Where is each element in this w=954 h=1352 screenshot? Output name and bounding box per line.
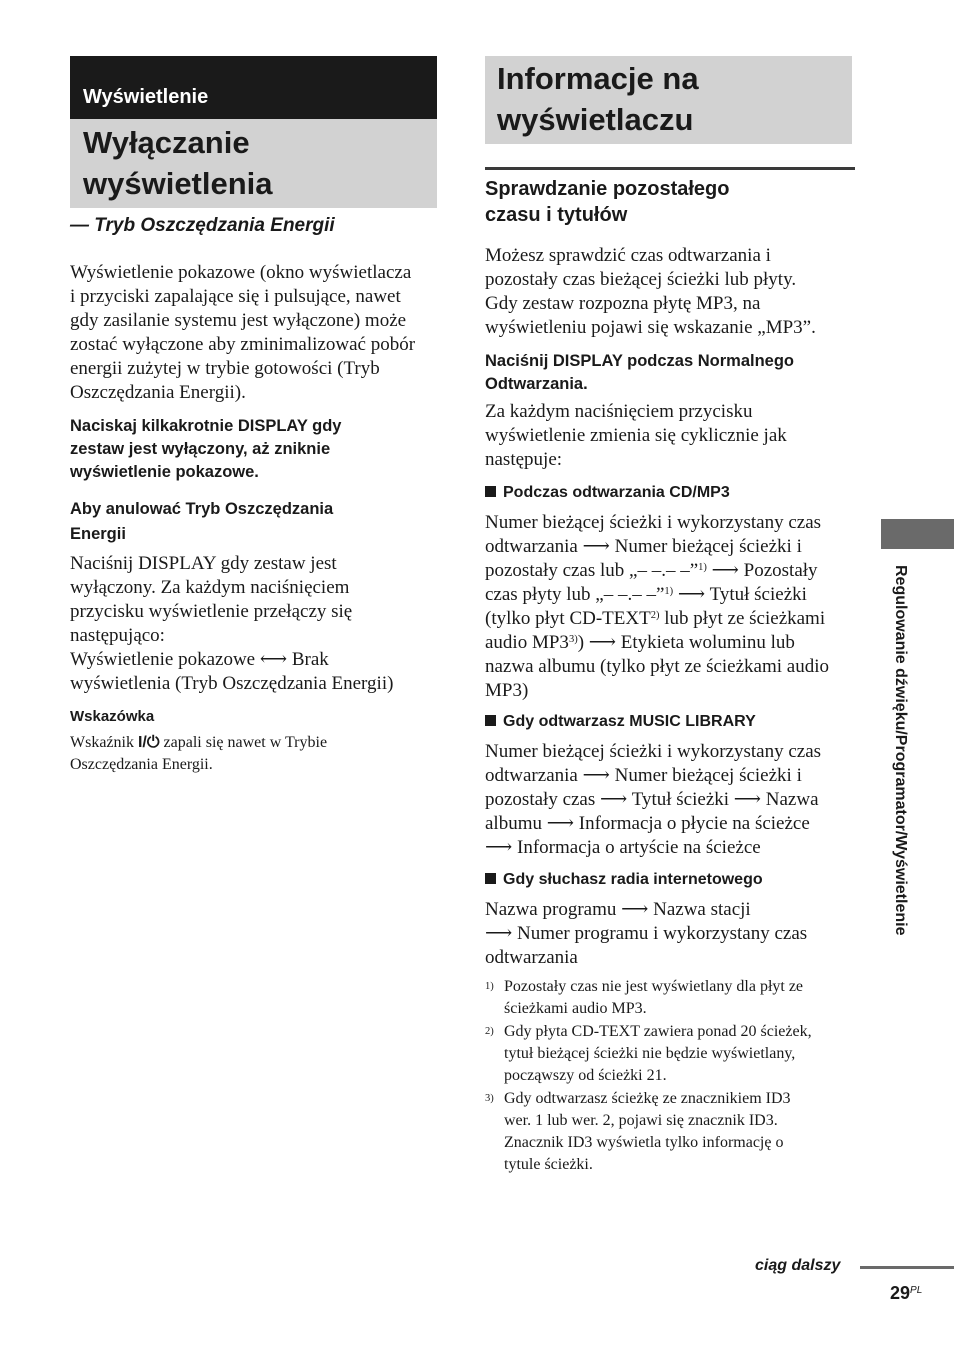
text-span: albumu: [485, 813, 542, 834]
arrow-icon: ⟶: [733, 789, 762, 810]
footnote-1: [504, 976, 854, 1020]
text-line: zestaw jest wyłączony, aż zniknie: [70, 440, 331, 458]
text-line: przycisku wyświetlenie przełączy się: [70, 601, 353, 622]
right-title-line1: Informacje na: [497, 61, 699, 96]
text-line: tytuł bieżącej ścieżki nie będzie wyświetlany,: [504, 1045, 796, 1062]
text-line: wyświetleniu pojawi się wskazanie „MP3”.: [485, 317, 816, 338]
text-line: [70, 732, 440, 754]
footnote-number: 2): [485, 1026, 494, 1037]
arrow-icon: ⟶: [546, 813, 574, 834]
text-line: energii zużytej w trybie gotowości (Tryb: [70, 358, 380, 379]
text-line: [485, 922, 865, 946]
text-line: Gdy płyta CD-TEXT zawiera ponad 20 ścieżek,: [504, 1023, 812, 1040]
text-line: i przyciski zapalające się i pulsujące, nawet: [70, 286, 401, 307]
left-step-instruction: [70, 415, 440, 484]
text-line: Sprawdzanie pozostałego: [485, 178, 730, 200]
text-line: następuje:: [485, 449, 563, 470]
text-span: Wskaźnik: [70, 734, 134, 751]
text-span: Informacja o płycie na ścieżce: [578, 813, 810, 834]
text-line: pozostały czas bieżącej ścieżki lub płyty.: [485, 269, 797, 290]
text-line: [485, 535, 865, 559]
text-line: [485, 583, 865, 607]
text-line: [485, 559, 865, 583]
text-line: wyświetlenie pokazowe.: [70, 463, 259, 481]
text-span: Podczas odtwarzania CD/MP3: [503, 484, 730, 501]
text-span: Gdy słuchasz radia internetowego: [503, 871, 763, 888]
arrow-icon: ⟶: [621, 899, 649, 920]
text-line: Odtwarzania.: [485, 375, 588, 393]
arrow-icon: ⟶: [485, 837, 513, 858]
press-display-instruction: [485, 350, 855, 396]
page-number: [890, 1283, 922, 1304]
text-line: Aby anulować Tryb Oszczędzania: [70, 500, 334, 518]
text-span: odtwarzania: [485, 765, 578, 786]
text-line: nazwa albumu (tylko płyt ze ścieżkami audio: [485, 656, 829, 677]
text-line: Naciśnij DISPLAY podczas Normalnego: [485, 352, 795, 370]
tip-body: [70, 732, 440, 776]
left-title-line2: wyświetlenia: [83, 166, 273, 201]
text-line: Możesz sprawdzić czas odtwarzania i: [485, 245, 771, 266]
footnote-2: [504, 1021, 854, 1087]
text-span: Tytuł ścieżki: [709, 584, 807, 605]
text-line: [485, 607, 865, 631]
arrow-icon: ⟶: [677, 584, 706, 605]
text-span: odtwarzania: [485, 536, 578, 557]
press-body: [485, 400, 855, 472]
heading-rule: [485, 167, 855, 170]
power-icon: I/⏻: [137, 734, 160, 751]
text-line: następująco:: [70, 625, 165, 646]
continued-label: ciąg dalszy: [755, 1257, 841, 1274]
text-line: [70, 648, 440, 672]
text-line: Energii: [70, 525, 126, 543]
right-title-line2: wyświetlaczu: [497, 102, 694, 137]
cd-mp3-heading: [485, 484, 730, 502]
text-line: Naciskaj kilkakrotnie DISPLAY gdy: [70, 417, 342, 435]
text-line: tytule ścieżki.: [504, 1156, 593, 1173]
footnote-ref: 3): [568, 634, 578, 645]
square-bullet-icon: [485, 873, 496, 884]
page-number-value: 29: [890, 1283, 911, 1303]
internet-radio-heading: [485, 871, 763, 889]
left-title-line1: Wyłączanie: [83, 125, 250, 160]
text-line: Znacznik ID3 wyświetla tylko informację o: [504, 1134, 784, 1151]
text-line: Oszczędzania Energii.: [70, 756, 213, 773]
double-arrow-icon: ⟷: [259, 649, 288, 670]
text-line: Oszczędzania Energii).: [70, 382, 246, 403]
cycle-item: Brak: [291, 649, 329, 670]
section-label: Wyświetlenie: [83, 86, 209, 108]
text-line: Naciśnij DISPLAY gdy zestaw jest: [70, 553, 337, 574]
text-line: MP3): [485, 680, 529, 701]
text-line: czasu i tytułów: [485, 204, 628, 226]
arrow-icon: ⟶: [588, 632, 617, 653]
right-page-title: [497, 58, 847, 140]
text-span: Numer bieżącej ścieżki i: [614, 765, 802, 786]
text-span: czas płyty lub „– –.– –”: [485, 584, 665, 605]
text-span: Nazwa stacji: [653, 899, 751, 920]
text-line: ścieżkami audio MP3.: [504, 1000, 647, 1017]
side-tab-marker: [881, 519, 954, 549]
text-span: Gdy odtwarzasz MUSIC LIBRARY: [503, 713, 756, 730]
text-span: Nazwa: [765, 789, 819, 810]
left-intro-paragraph: [70, 261, 440, 405]
text-span: pozostały czas: [485, 789, 596, 810]
text-line: [485, 631, 865, 655]
music-library-sequence: [485, 740, 865, 860]
internet-radio-sequence: [485, 898, 865, 970]
text-line: Za każdym naciśnięciem przycisku: [485, 401, 753, 422]
cycle-item: Wyświetlenie pokazowe: [70, 649, 256, 670]
text-span: Informacja o artyście na ścieżce: [517, 837, 761, 858]
right-intro-paragraph: [485, 244, 855, 340]
text-line: [485, 836, 865, 860]
text-span: Numer programu i wykorzystany czas: [517, 923, 808, 944]
side-tab-label: Regulowanie dźwięku/Programator/Wyświetlenie: [892, 565, 909, 936]
text-span: zapali się nawet w Trybie: [163, 734, 328, 751]
text-span: ): [577, 632, 585, 653]
text-line: [485, 764, 865, 788]
square-bullet-icon: [485, 486, 496, 497]
right-section-heading: [485, 176, 845, 228]
footnote-3: [504, 1088, 854, 1176]
footnote-ref: 1): [698, 562, 707, 573]
text-line: Wyświetlenie pokazowe (okno wyświetlacza: [70, 262, 412, 283]
footnote-ref: 2): [650, 610, 660, 621]
music-library-heading: [485, 713, 756, 731]
arrow-icon: ⟶: [582, 765, 610, 786]
arrow-icon: ⟶: [485, 923, 513, 944]
tip-heading: Wskazówka: [70, 708, 155, 725]
text-span: Pozostały: [743, 560, 818, 581]
continued-rule: [860, 1266, 954, 1269]
text-span: audio MP3: [485, 632, 569, 653]
text-line: Gdy zestaw rozpozna płytę MP3, na: [485, 293, 761, 314]
text-span: Tytuł ścieżki: [631, 789, 730, 810]
text-span: lub płyt ze ścieżkami: [664, 608, 826, 629]
cd-mp3-sequence: [485, 511, 865, 703]
text-line: [485, 788, 865, 812]
text-span: pozostały czas lub „– –.– –”: [485, 560, 699, 581]
text-line: wyświetlenia (Tryb Oszczędzania Energii): [70, 673, 394, 694]
text-line: wyświetlenie zmienia się cyklicznie jak: [485, 425, 787, 446]
arrow-icon: ⟶: [582, 536, 610, 557]
page-language-suffix: PL: [910, 1285, 923, 1296]
text-line: Gdy odtwarzasz ścieżkę ze znacznikiem ID3: [504, 1090, 791, 1107]
text-line: wyłączony. Za każdym naciśnięciem: [70, 577, 350, 598]
arrow-icon: ⟶: [600, 789, 628, 810]
text-span: (tylko płyt CD-TEXT: [485, 608, 651, 629]
text-line: [485, 812, 865, 836]
arrow-icon: ⟶: [711, 560, 739, 581]
text-span: Nazwa programu: [485, 899, 617, 920]
text-line: odtwarzania: [485, 947, 578, 968]
text-line: począwszy od ścieżki 21.: [504, 1067, 667, 1084]
left-page-title: [83, 122, 433, 204]
text-span: Numer bieżącej ścieżki i: [614, 536, 802, 557]
text-line: [485, 898, 865, 922]
cancel-heading: [70, 497, 440, 547]
cancel-body: [70, 552, 440, 696]
text-line: Numer bieżącej ścieżki i wykorzystany czas: [485, 741, 822, 762]
text-line: zostać wyłączone aby zminimalizować pobór: [70, 334, 416, 355]
text-line: wer. 1 lub wer. 2, pojawi się znacznik ID3.: [504, 1112, 778, 1129]
footnote-number: 1): [485, 981, 494, 992]
footnote-ref: 1): [664, 586, 674, 597]
square-bullet-icon: [485, 715, 496, 726]
text-line: Pozostały czas nie jest wyświetlany dla płyt ze: [504, 978, 804, 995]
footnote-number: 3): [485, 1093, 494, 1104]
left-subtitle: — Tryb Oszczędzania Energii: [70, 215, 335, 236]
text-line: gdy zasilanie systemu jest wyłączone) może: [70, 310, 407, 331]
text-span: Etykieta woluminu lub: [620, 632, 795, 653]
text-line: Numer bieżącej ścieżki i wykorzystany czas: [485, 512, 822, 533]
